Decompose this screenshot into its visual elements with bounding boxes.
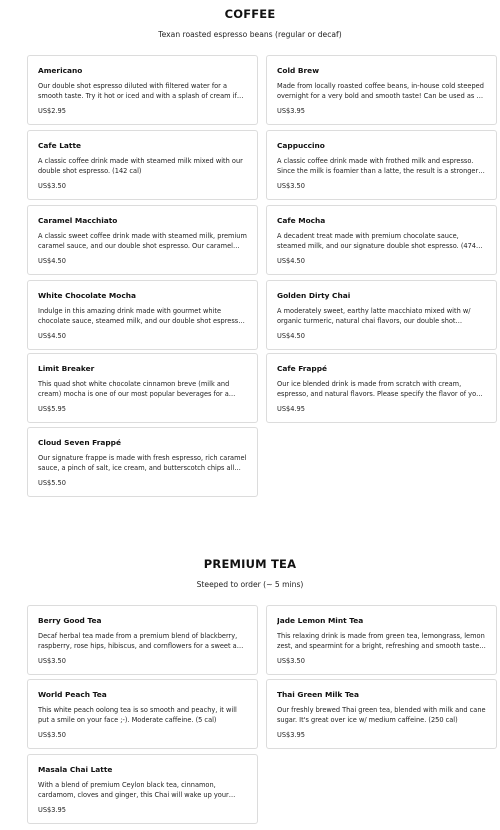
item-description: A classic coffee drink made with frothed milk and espresso. Since the milk is foamier than a latte, the result is a stronger <box>277 157 479 175</box>
item-price: US$4.95 <box>277 405 305 413</box>
item-name: Limit Breaker <box>38 364 95 373</box>
item-name: Cold Brew <box>277 66 320 75</box>
item-price: US$3.50 <box>38 657 66 665</box>
item-description: Our double shot espresso diluted with filtered water for a smooth taste. Try it hot or iced and with a splash of cream if <box>38 82 237 100</box>
section-title-premium-tea: PREMIUM TEA <box>203 557 297 571</box>
menu-item-card[interactable] <box>266 679 497 749</box>
menu-item-card[interactable] <box>27 130 258 200</box>
item-description: This quad shot white chocolate cinnamon breve (milk and cream) mocha is one of our most popular beverages for a <box>38 380 230 398</box>
item-description: Made from locally roasted coffee beans, in-house cold steeped overnight for a very bold and smooth taste! Can be used as a <box>277 82 484 100</box>
menu-item-card[interactable] <box>27 679 258 749</box>
menu-item-card[interactable] <box>266 353 497 423</box>
item-price: US$3.50 <box>277 657 305 665</box>
item-price: US$2.95 <box>38 107 66 115</box>
item-description: Our signature frappe is made with fresh espresso, rich caramel sauce, a pinch of salt, ice cream, and butterscotch chips all <box>38 454 247 472</box>
item-price: US$3.50 <box>38 182 66 190</box>
item-price: US$3.95 <box>38 806 66 814</box>
item-name: Golden Dirty Chai <box>277 291 351 300</box>
item-name: Caramel Macchiato <box>38 216 118 225</box>
item-price: US$4.50 <box>277 332 305 340</box>
item-price: US$3.95 <box>277 731 305 739</box>
item-name: Cafe Latte <box>38 141 81 150</box>
item-price: US$3.50 <box>277 182 305 190</box>
item-price: US$3.95 <box>277 107 305 115</box>
item-description: Indulge in this amazing drink made with gourmet white chocolate sauce, steamed milk, and our double shot espresso. <box>38 307 245 325</box>
menu-item-card[interactable] <box>266 205 497 275</box>
menu-item-card[interactable] <box>27 55 258 125</box>
item-description: A decadent treat made with premium chocolate sauce, steamed milk, and our signature double shot espresso. (474 <box>277 232 476 250</box>
item-price: US$4.50 <box>277 257 305 265</box>
menu-item-card[interactable] <box>27 353 258 423</box>
item-description: With a blend of premium Ceylon black tea, cinnamon, cardamom, cloves and ginger, this Chai will wake up your <box>38 781 229 799</box>
menu-item-card[interactable] <box>266 280 497 350</box>
item-name: Berry Good Tea <box>38 616 102 625</box>
item-description: A classic sweet coffee drink made with steamed milk, premium caramel sauce, and our double shot espresso. Our caramel <box>38 232 247 250</box>
item-name: Masala Chai Latte <box>38 765 113 774</box>
item-price: US$5.50 <box>38 479 66 487</box>
menu-item-card[interactable] <box>27 205 258 275</box>
item-name: Jade Lemon Mint Tea <box>277 616 364 625</box>
menu-item-card[interactable] <box>266 55 497 125</box>
item-description: Decaf herbal tea made from a premium blend of blackberry, raspberry, rose hips, hibiscus, and cornflowers for a sweet and <box>38 632 246 650</box>
item-name: Americano <box>38 66 83 75</box>
item-name: Cloud Seven Frappé <box>38 438 121 447</box>
item-name: World Peach Tea <box>38 690 107 699</box>
section-subtitle-premium-tea: Steeped to order (~ 5 mins) <box>196 580 304 589</box>
item-name: Cafe Mocha <box>277 216 326 225</box>
section-subtitle-coffee: Texan roasted espresso beans (regular or decaf) <box>158 30 342 39</box>
item-description: Our freshly brewed Thai green tea, blended with milk and cane sugar. It's great over ice w/ medium caffeine. (250 cal) <box>277 706 486 724</box>
item-name: Cappuccino <box>277 141 325 150</box>
item-price: US$3.50 <box>38 731 66 739</box>
section-title-coffee: COFFEE <box>224 7 276 21</box>
item-description: This white peach oolong tea is so smooth and peachy, it will put a smile on your face ;-). Moderate caffeine. (5 cal) <box>38 706 237 724</box>
menu-item-card[interactable] <box>27 427 258 497</box>
item-price: US$5.95 <box>38 405 66 413</box>
item-name: Cafe Frappé <box>277 364 328 373</box>
item-description: A classic coffee drink made with steamed milk mixed with our double shot espresso. (142 cal) <box>38 157 243 175</box>
item-description: A moderately sweet, earthy latte macchiato mixed with w/ organic turmeric, natural chai flavors, our double shot <box>277 307 471 325</box>
menu-item-card[interactable] <box>266 130 497 200</box>
menu-item-card[interactable] <box>27 605 258 675</box>
item-price: US$4.50 <box>38 257 66 265</box>
item-description: This relaxing drink is made from green tea, lemongrass, lemon zest, and spearmint for a bright, refreshing and smooth taste. <box>277 632 485 650</box>
item-price: US$4.50 <box>38 332 66 340</box>
item-description: Our ice blended drink is made from scratch with cream, espresso, and natural flavors. Please specify the flavor of your <box>277 380 483 398</box>
menu-item-card[interactable] <box>266 605 497 675</box>
menu-item-card[interactable] <box>27 280 258 350</box>
menu-item-card[interactable] <box>27 754 258 824</box>
item-name: Thai Green Milk Tea <box>277 690 359 699</box>
item-name: White Chocolate Mocha <box>38 291 136 300</box>
